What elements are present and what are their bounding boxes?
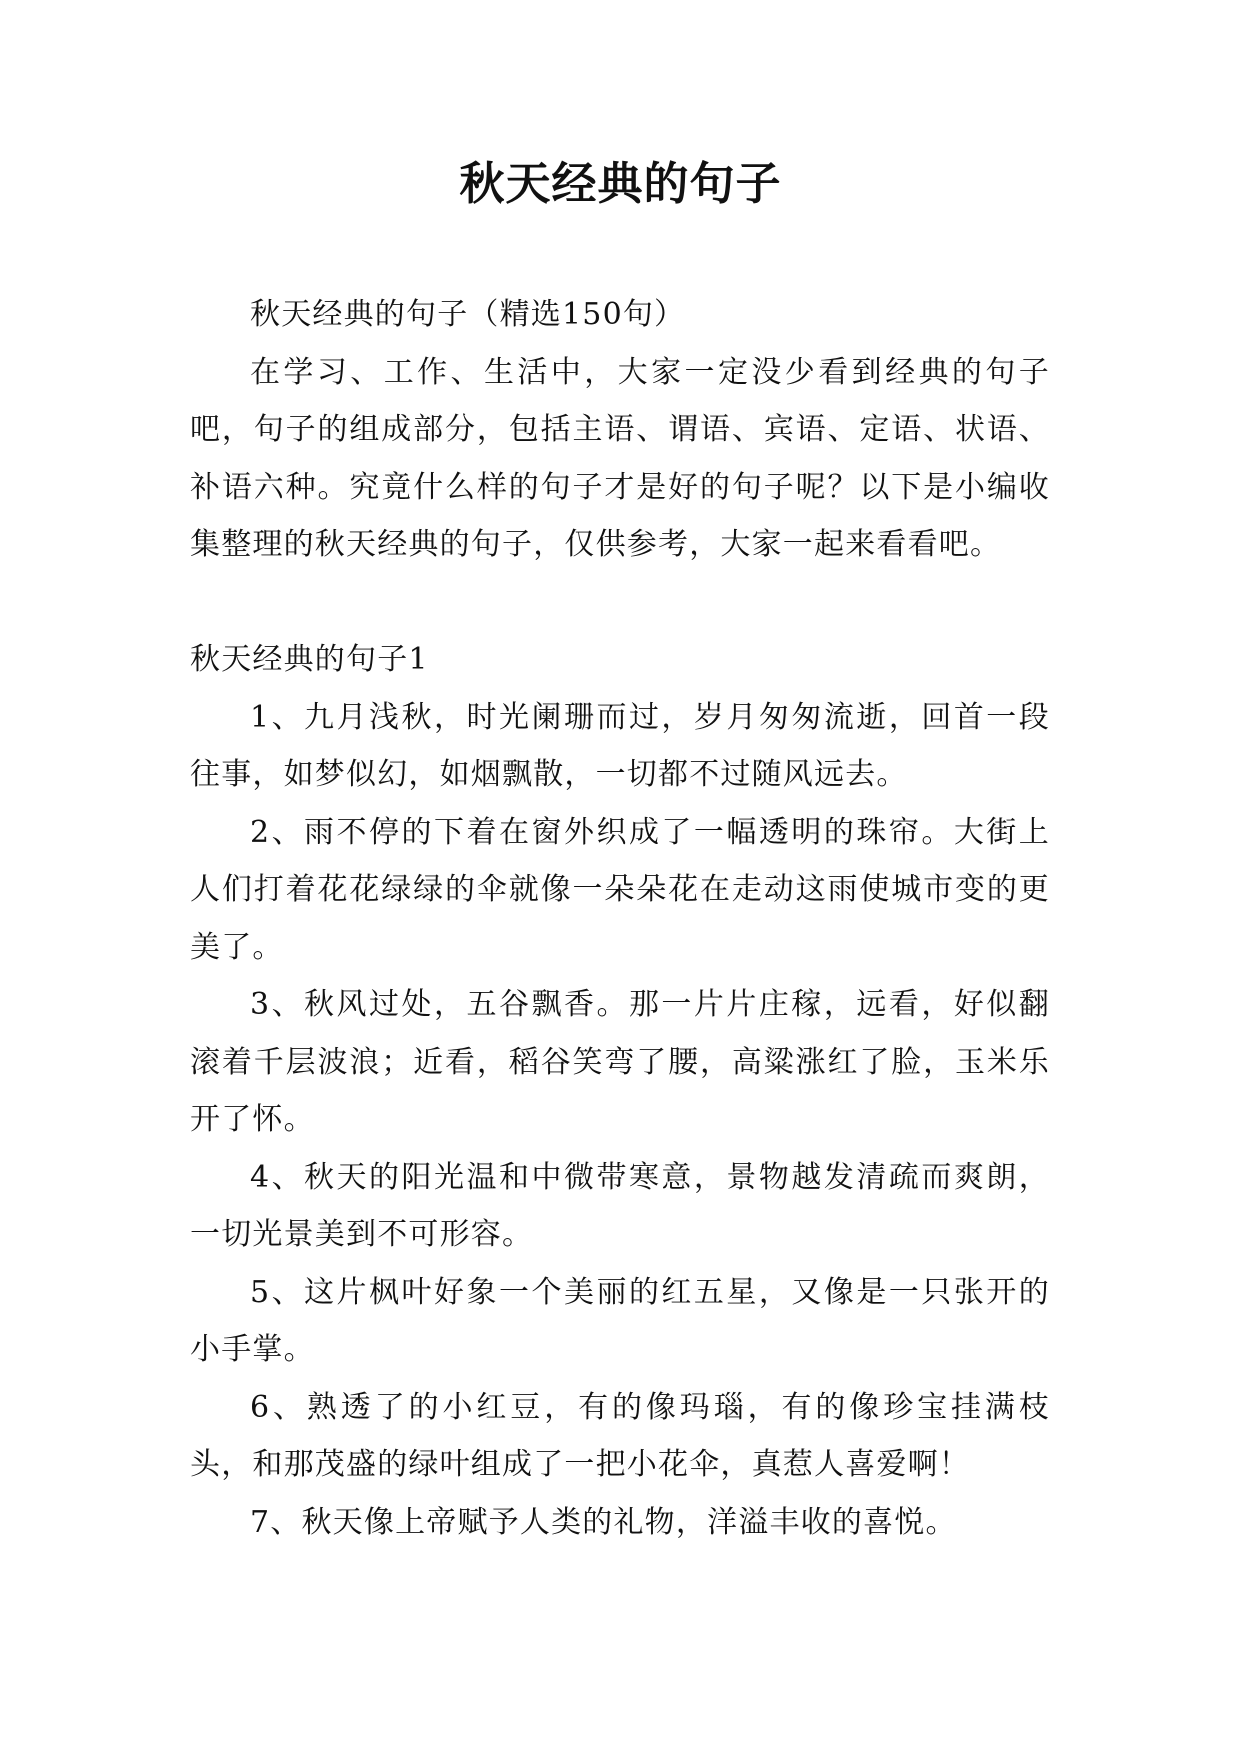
list-item: 7、秋天像上帝赋予人类的礼物，洋溢丰收的喜悦。 [250, 1504, 957, 1540]
list-item: 5、这片枫叶好象一个美丽的红五星，又像是一只张开的小手掌。 [190, 1274, 1050, 1367]
list-item: 1、九月浅秋，时光阑珊而过，岁月匆匆流逝，回首一段往事，如梦似幻，如烟飘散，一切都不过随风远去。 [190, 699, 1050, 792]
paragraph-spacer [190, 574, 1050, 632]
subtitle: 秋天经典的句子（精选150句） [250, 297, 686, 332]
page-title: 秋天经典的句子 [459, 157, 782, 210]
section-heading: 秋天经典的句子1 [190, 642, 429, 677]
document-body [190, 286, 1050, 1551]
list-item: 2、雨不停的下着在窗外织成了一幅透明的珠帘。大街上人们打着花花绿绿的伞就像一朵朵花在走动这雨使城市变的更美了。 [190, 814, 1050, 965]
list-item: 3、秋风过处，五谷飘香。那一片片庄稼，远看，好似翻滚着千层波浪；近看，稻谷笑弯了腰，高粱涨红了脸，玉米乐开了怀。 [190, 987, 1050, 1137]
intro-paragraph: 在学习、工作、生活中，大家一定没少看到经典的句子吧，句子的组成部分，包括主语、谓语、宾语、定语、状语、补语六种。究竟什么样的句子才是好的句子呢？以下是小编收集整理的秋天经典的句子，仅供参考，大家一起来看看吧。 [190, 354, 1050, 562]
list-item: 4、秋天的阳光温和中微带寒意，景物越发清疏而爽朗，一切光景美到不可形容。 [190, 1159, 1050, 1252]
list-item: 6、熟透了的小红豆，有的像玛瑙，有的像珍宝挂满枝头，和那茂盛的绿叶组成了一把小花伞，真惹人喜爱啊！ [190, 1389, 1050, 1482]
